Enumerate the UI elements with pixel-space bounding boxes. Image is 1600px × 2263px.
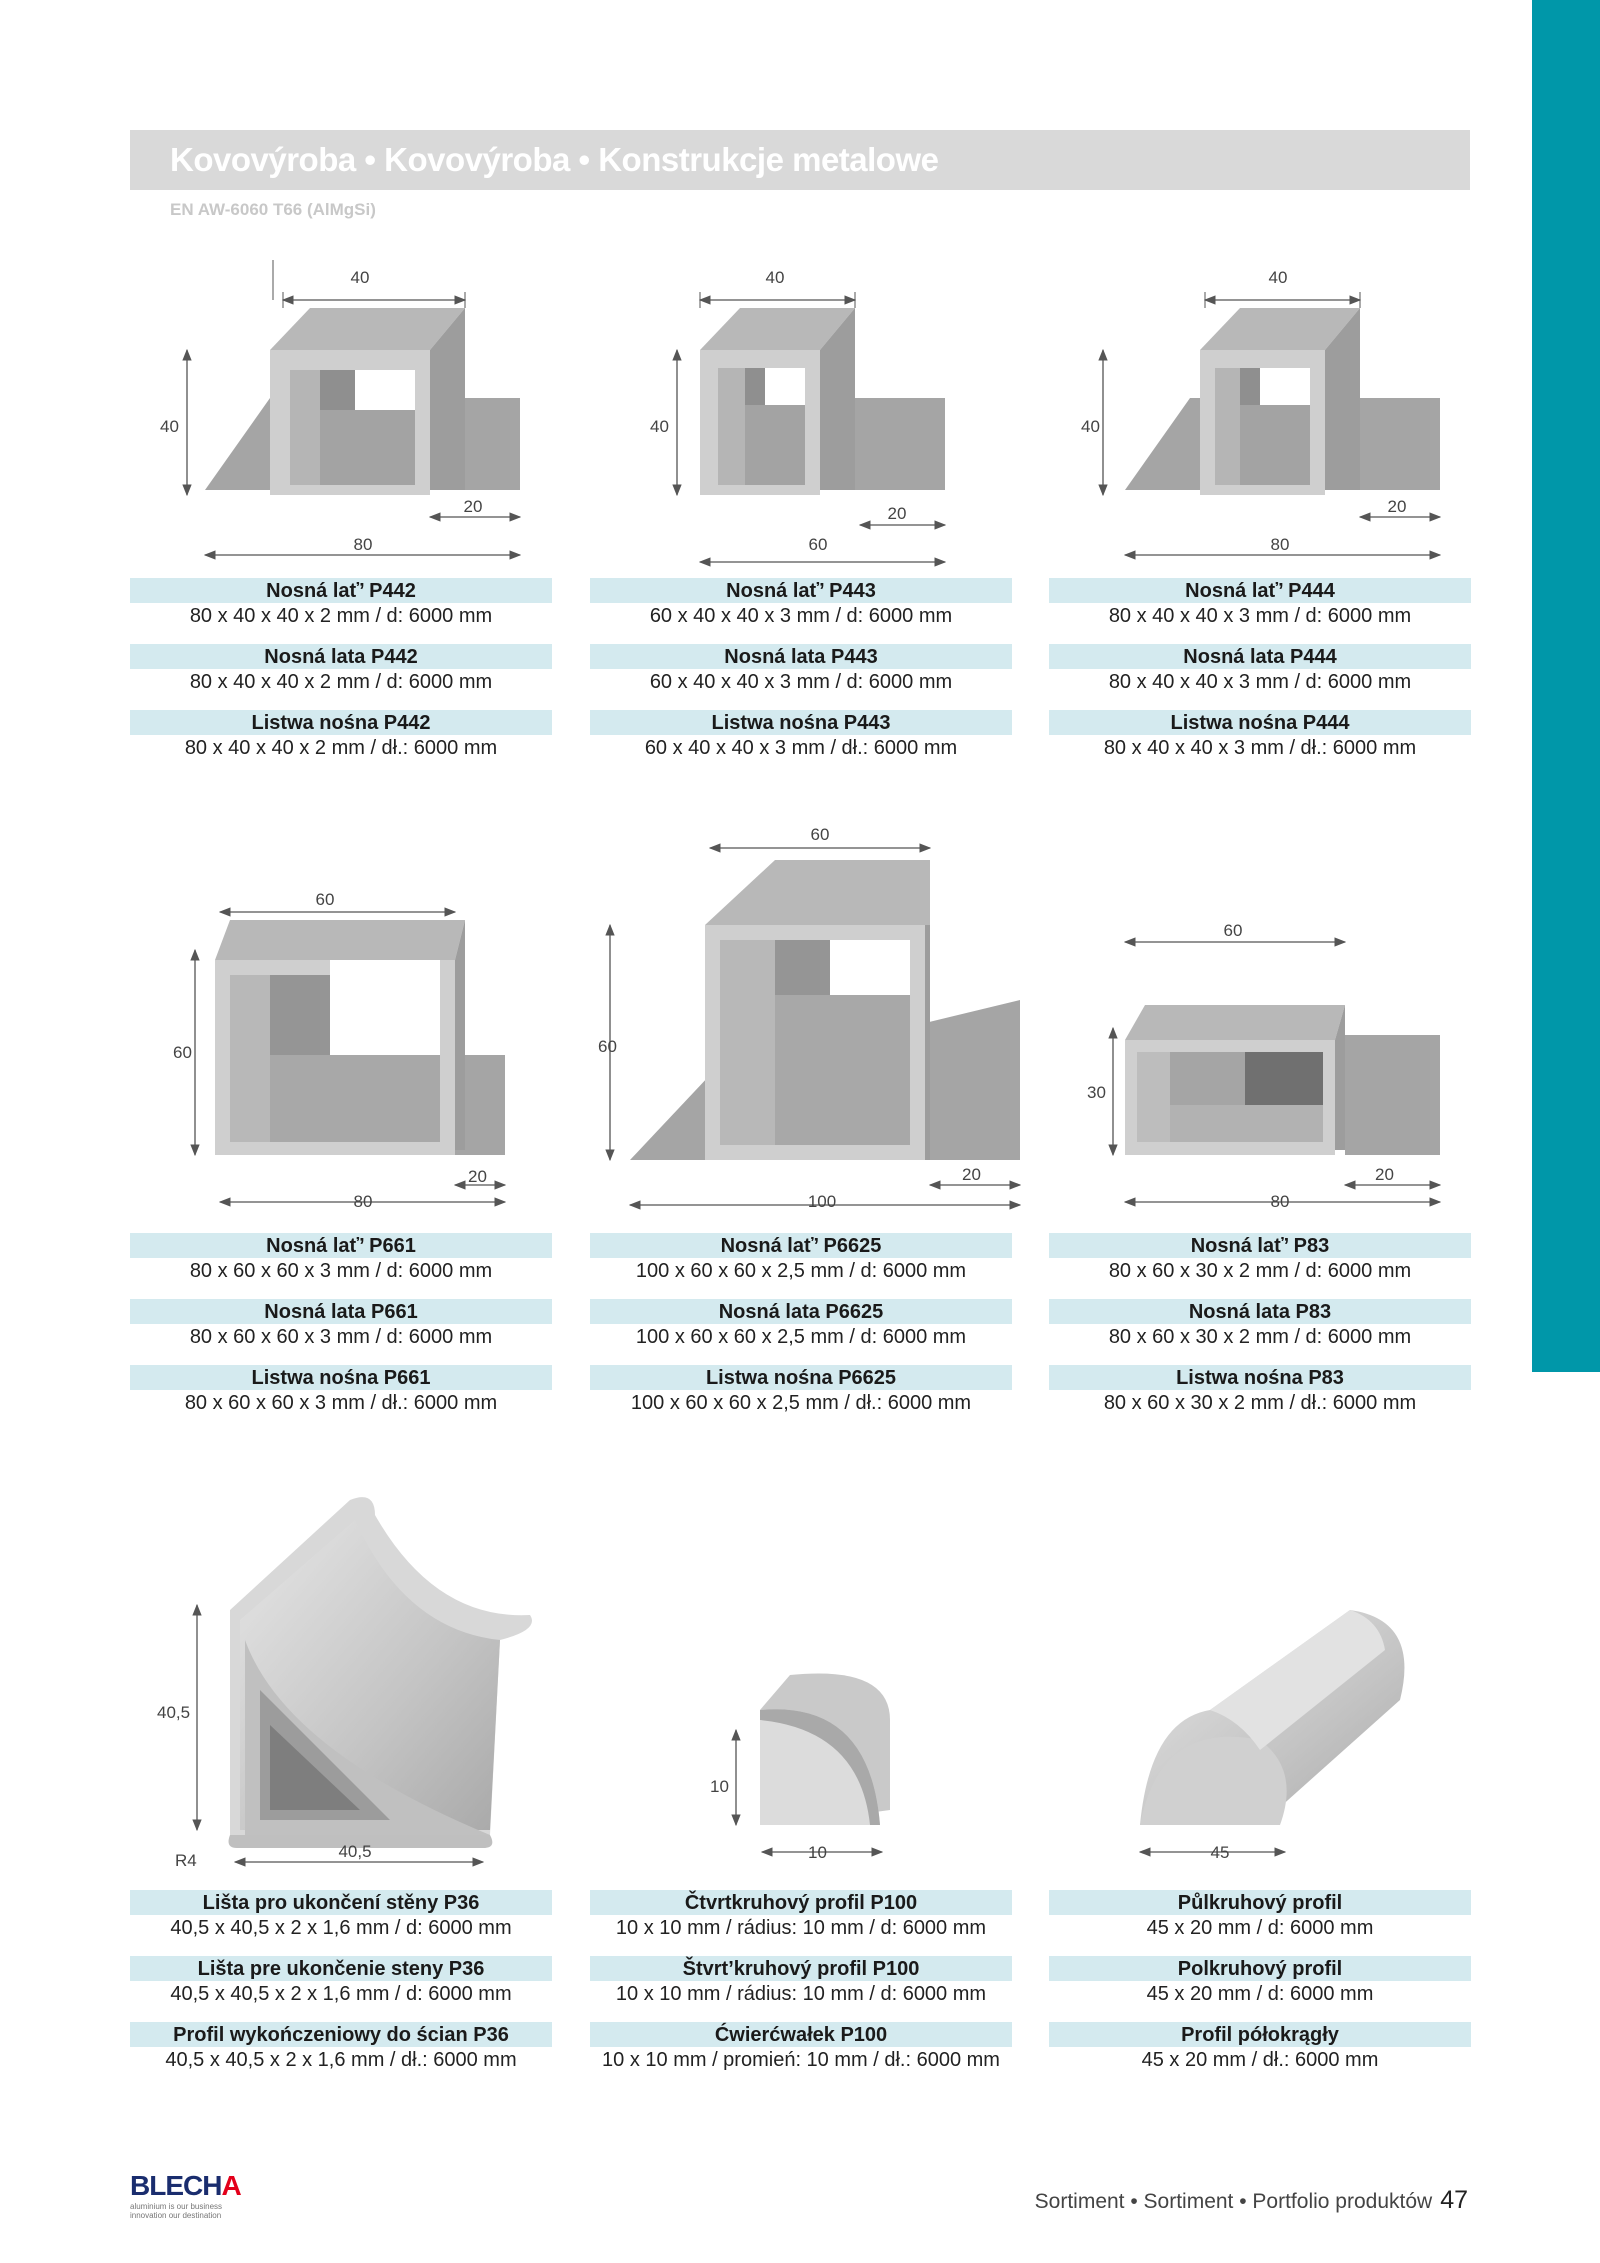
product-p444	[1049, 578, 1471, 776]
dim-base: 40,5	[338, 1842, 372, 1861]
dims-cz: 10 x 10 mm / rádius: 10 mm / d: 6000 mm	[615, 1917, 987, 1939]
drawing-p6625	[600, 820, 1020, 1220]
name-pl: Ćwierćwałek P100	[590, 2022, 1012, 2047]
dims-cz: 80 x 60 x 30 x 2 mm / d: 6000 mm	[1108, 1260, 1412, 1282]
dims-cz: 80 x 40 x 40 x 3 mm / d: 6000 mm	[1108, 605, 1412, 627]
dim-base: 100	[807, 1192, 837, 1211]
dim-base: 80	[353, 1192, 373, 1211]
dim-side: 40	[1081, 417, 1100, 436]
name-pl: Listwa nośna P444	[1049, 710, 1471, 735]
dim-top: 40	[1268, 268, 1288, 287]
drawing-p444	[1075, 260, 1495, 570]
name-cz: Čtvrtkruhový profil P100	[590, 1890, 1012, 1915]
name-sk: Lišta pre ukončenie steny P36	[130, 1956, 552, 1981]
logo-accent: A	[221, 2170, 241, 2201]
product-p6625	[590, 1233, 1012, 1431]
dims-sk: 60 x 40 x 40 x 3 mm / d: 6000 mm	[649, 671, 953, 693]
dim-flange: 20	[962, 1165, 981, 1184]
name-pl: Profil półokrągły	[1049, 2022, 1471, 2047]
dim-side: 40	[160, 417, 179, 436]
dim-flange: 20	[468, 1167, 487, 1186]
drawing-p100	[690, 1660, 1110, 1870]
dims-pl: 10 x 10 mm / promień: 10 mm / dł.: 6000 mm	[602, 2049, 1000, 2071]
product-p661	[130, 1233, 552, 1431]
dim-top: 40	[765, 268, 785, 287]
dims-pl: 80 x 60 x 60 x 3 mm / dł.: 6000 mm	[184, 1392, 498, 1414]
dim-radius: R4	[175, 1851, 197, 1870]
brand-logo	[130, 2170, 250, 2220]
name-pl: Listwa nośna P83	[1049, 1365, 1471, 1390]
dim-top: 40	[350, 268, 370, 287]
product-p442	[130, 578, 552, 776]
dims-cz: 45 x 20 mm / d: 6000 mm	[1146, 1917, 1374, 1939]
dims-sk: 100 x 60 x 60 x 2,5 mm / d: 6000 mm	[635, 1326, 967, 1348]
dims-cz: 100 x 60 x 60 x 2,5 mm / d: 6000 mm	[635, 1260, 967, 1282]
dim-side: 40	[650, 417, 669, 436]
dims-pl: 40,5 x 40,5 x 2 x 1,6 mm / dł.: 6000 mm	[165, 2049, 517, 2071]
dims-pl: 60 x 40 x 40 x 3 mm / dł.: 6000 mm	[644, 737, 958, 759]
dims-cz: 40,5 x 40,5 x 2 x 1,6 mm / d: 6000 mm	[170, 1917, 512, 1939]
product-p83	[1049, 1233, 1471, 1431]
dims-pl: 100 x 60 x 60 x 2,5 mm / dł.: 6000 mm	[630, 1392, 972, 1414]
name-sk: Nosná lata P442	[130, 644, 552, 669]
dims-cz: 80 x 40 x 40 x 2 mm / d: 6000 mm	[189, 605, 493, 627]
name-sk: Nosná lata P661	[130, 1299, 552, 1324]
name-cz: Půlkruhový profil	[1049, 1890, 1471, 1915]
dims-cz: 60 x 40 x 40 x 3 mm / d: 6000 mm	[649, 605, 953, 627]
drawing-p83	[1075, 910, 1495, 1220]
name-pl: Listwa nośna P442	[130, 710, 552, 735]
dims-pl: 45 x 20 mm / dł.: 6000 mm	[1141, 2049, 1379, 2071]
name-sk: Štvrt’kruhový profil P100	[590, 1956, 1012, 1981]
footer	[1035, 2186, 1468, 2215]
name-cz: Nosná lať’ P444	[1049, 578, 1471, 603]
dim-base: 80	[353, 535, 373, 554]
dim-side: 30	[1087, 1083, 1106, 1102]
name-sk: Polkruhový profil	[1049, 1956, 1471, 1981]
name-sk: Nosná lata P6625	[590, 1299, 1012, 1324]
dim-base: 45	[1210, 1843, 1230, 1862]
dims-cz: 80 x 60 x 60 x 3 mm / d: 6000 mm	[189, 1260, 493, 1282]
name-cz: Nosná lať’ P443	[590, 578, 1012, 603]
dim-base: 80	[1270, 1192, 1290, 1211]
dim-flange: 20	[887, 504, 907, 523]
name-pl: Listwa nośna P661	[130, 1365, 552, 1390]
drawing-p661	[155, 880, 575, 1220]
page-number: 47	[1440, 2186, 1468, 2214]
side-tab	[1532, 0, 1600, 1372]
dim-side: 60	[173, 1043, 192, 1062]
footer-section-text: Sortiment • Sortiment • Portfolio produktów	[1034, 2190, 1433, 2213]
dims-pl: 80 x 60 x 30 x 2 mm / dł.: 6000 mm	[1103, 1392, 1417, 1414]
dims-sk: 10 x 10 mm / rádius: 10 mm / d: 6000 mm	[615, 1983, 987, 2005]
dim-base: 60	[808, 535, 828, 554]
dim-top: 60	[315, 890, 335, 909]
dim-top: 60	[1223, 921, 1243, 940]
logo-tagline-2: innovation our destination	[130, 2211, 222, 2220]
dim-base: 80	[1270, 535, 1290, 554]
drawing-p442	[155, 260, 575, 570]
product-p100	[590, 1890, 1012, 2088]
dim-flange: 20	[1375, 1165, 1394, 1184]
dim-side: 40,5	[157, 1703, 191, 1722]
name-pl: Listwa nośna P6625	[590, 1365, 1012, 1390]
dims-pl: 80 x 40 x 40 x 2 mm / dł.: 6000 mm	[184, 737, 498, 759]
name-cz: Nosná lať’ P6625	[590, 1233, 1012, 1258]
name-pl: Listwa nośna P443	[590, 710, 1012, 735]
name-cz: Nosná lať’ P83	[1049, 1233, 1471, 1258]
dims-sk: 80 x 40 x 40 x 3 mm / d: 6000 mm	[1108, 671, 1412, 693]
dims-sk: 80 x 60 x 60 x 3 mm / d: 6000 mm	[189, 1326, 493, 1348]
name-cz: Nosná lať’ P442	[130, 578, 552, 603]
logo-tagline-1: aluminium is our business	[130, 2202, 223, 2211]
product-p443	[590, 578, 1012, 776]
dim-side: 10	[710, 1777, 729, 1796]
material-spec: EN AW-6060 T66 (AlMgSi)	[170, 200, 376, 219]
page-title: Kovovýroba • Kovovýroba • Konstrukcje metalowe	[130, 130, 1470, 190]
product-p36	[130, 1890, 552, 2088]
drawing-p36	[145, 1490, 565, 1870]
dims-sk: 40,5 x 40,5 x 2 x 1,6 mm / d: 6000 mm	[170, 1983, 512, 2005]
dim-top: 60	[810, 825, 830, 844]
dim-flange: 20	[463, 497, 483, 516]
logo-main: BLECH	[130, 2170, 222, 2201]
name-sk: Nosná lata P83	[1049, 1299, 1471, 1324]
product-halfround	[1049, 1890, 1471, 2088]
name-cz: Lišta pro ukončení stěny P36	[130, 1890, 552, 1915]
dims-sk: 80 x 40 x 40 x 2 mm / d: 6000 mm	[189, 671, 493, 693]
dim-flange: 20	[1387, 497, 1407, 516]
name-cz: Nosná lať’ P661	[130, 1233, 552, 1258]
dims-sk: 45 x 20 mm / d: 6000 mm	[1146, 1983, 1374, 2005]
drawing-halfround	[1120, 1590, 1540, 1870]
dim-base: 10	[808, 1843, 827, 1862]
dim-side: 60	[598, 1037, 617, 1056]
drawing-p443	[615, 260, 1035, 570]
name-sk: Nosná lata P444	[1049, 644, 1471, 669]
name-pl: Profil wykończeniowy do ścian P36	[130, 2022, 552, 2047]
dims-sk: 80 x 60 x 30 x 2 mm / d: 6000 mm	[1108, 1326, 1412, 1348]
name-sk: Nosná lata P443	[590, 644, 1012, 669]
dims-pl: 80 x 40 x 40 x 3 mm / dł.: 6000 mm	[1103, 737, 1417, 759]
